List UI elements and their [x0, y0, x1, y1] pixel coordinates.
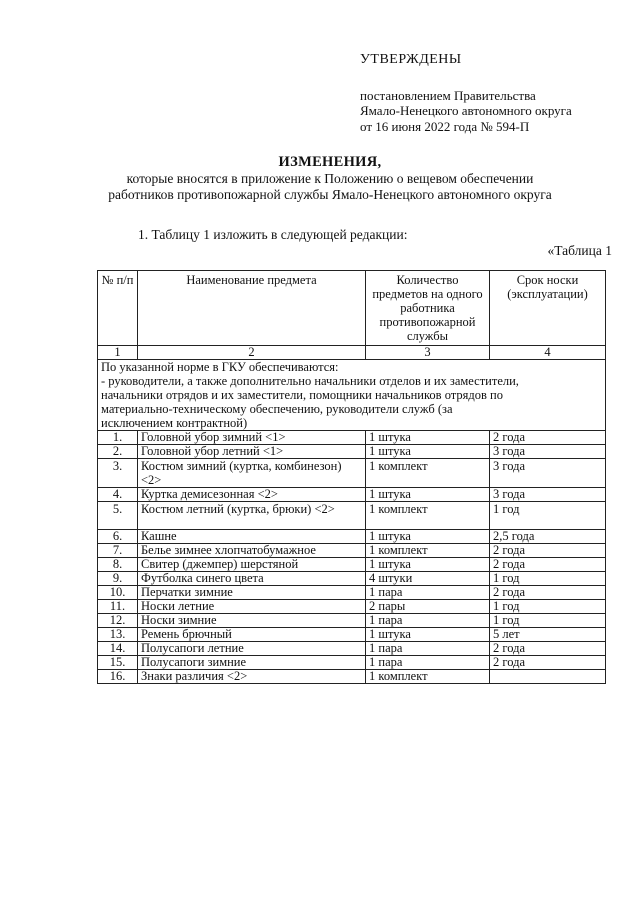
- table-row: [98, 600, 606, 614]
- row-quantity: 1 пара: [366, 586, 490, 600]
- row-name: Кашне: [138, 530, 366, 544]
- row-name: Костюм летний (куртка, брюки) <2>: [138, 502, 366, 530]
- table-row: [98, 572, 606, 586]
- row-term: 2 года: [490, 558, 606, 572]
- note-line: исключением контрактной): [101, 416, 248, 430]
- row-term: 1 год: [490, 502, 606, 530]
- header-quantity: Количество предметов на одного работника противопожарной службы: [366, 271, 490, 346]
- row-number: 9.: [98, 572, 138, 586]
- row-number: 11.: [98, 600, 138, 614]
- row-name: Белье зимнее хлопчатобумажное: [138, 544, 366, 558]
- document-title: [70, 154, 590, 203]
- row-number: 10.: [98, 586, 138, 600]
- note-row: [98, 360, 606, 431]
- row-number: 4.: [98, 488, 138, 502]
- row-quantity: 1 штука: [366, 558, 490, 572]
- table-row: [98, 614, 606, 628]
- row-term: 3 года: [490, 488, 606, 502]
- approval-heading: УТВЕРЖДЕНЫ: [360, 52, 462, 67]
- title-line: работников противопожарной службы Ямало-Ненецкого автономного округа: [108, 187, 552, 202]
- table-row: [98, 488, 606, 502]
- row-quantity: 1 комплект: [366, 544, 490, 558]
- table-row: [98, 459, 606, 488]
- table-row: [98, 642, 606, 656]
- row-term: 3 года: [490, 459, 606, 488]
- table-row: [98, 628, 606, 642]
- table-row: [98, 558, 606, 572]
- row-number: 5.: [98, 502, 138, 530]
- table-row: [98, 544, 606, 558]
- row-name: Костюм зимний (куртка, комбинезон) <2>: [138, 459, 366, 488]
- approval-block: [360, 52, 630, 134]
- row-number: 12.: [98, 614, 138, 628]
- row-term: 1 год: [490, 614, 606, 628]
- note-line: - руководители, а также дополнительно начальники отделов и их заместители,: [101, 374, 519, 388]
- column-number: 2: [138, 346, 366, 360]
- row-term: 2,5 года: [490, 530, 606, 544]
- header-name: Наименование предмета: [138, 271, 366, 346]
- row-name: Полусапоги летние: [138, 642, 366, 656]
- row-number: 8.: [98, 558, 138, 572]
- row-number: 7.: [98, 544, 138, 558]
- title-line: которые вносятся в приложение к Положению о вещевом обеспечении: [126, 171, 534, 186]
- row-term: 2 года: [490, 544, 606, 558]
- row-name: Головной убор зимний <1>: [138, 431, 366, 445]
- approval-line: Ямало-Ненецкого автономного округа: [360, 103, 572, 118]
- note-line: начальники отрядов и их заместители, помощники начальников отрядов по: [101, 388, 503, 402]
- row-number: 6.: [98, 530, 138, 544]
- row-name: Знаки различия <2>: [138, 670, 366, 684]
- row-quantity: 1 штука: [366, 628, 490, 642]
- header-number: № п/п: [98, 271, 138, 346]
- table-label: «Таблица 1: [547, 243, 612, 258]
- item-1-text: 1. Таблицу 1 изложить в следующей редакции:: [138, 227, 408, 242]
- column-number: 3: [366, 346, 490, 360]
- table-row: [98, 530, 606, 544]
- row-name: Свитер (джемпер) шерстяной: [138, 558, 366, 572]
- row-number: 13.: [98, 628, 138, 642]
- row-term: 3 года: [490, 445, 606, 459]
- row-term: 2 года: [490, 586, 606, 600]
- row-number: 2.: [98, 445, 138, 459]
- table-row: [98, 656, 606, 670]
- row-quantity: 1 пара: [366, 614, 490, 628]
- approval-line: от 16 июня 2022 года № 594-П: [360, 118, 530, 134]
- note-cell: [98, 360, 606, 431]
- row-term: 1 год: [490, 572, 606, 586]
- row-term: 2 года: [490, 656, 606, 670]
- row-number: 1.: [98, 431, 138, 445]
- row-name: Носки зимние: [138, 614, 366, 628]
- row-name: Куртка демисезонная <2>: [138, 488, 366, 502]
- row-name: Носки летние: [138, 600, 366, 614]
- row-quantity: 1 комплект: [366, 502, 490, 530]
- row-term: [490, 670, 606, 684]
- row-number: 3.: [98, 459, 138, 488]
- row-quantity: 1 комплект: [366, 670, 490, 684]
- title-main: ИЗМЕНЕНИЯ,: [278, 154, 382, 170]
- row-quantity: 2 пары: [366, 600, 490, 614]
- row-quantity: 1 пара: [366, 642, 490, 656]
- row-term: 2 года: [490, 642, 606, 656]
- row-quantity: 1 комплект: [366, 459, 490, 488]
- table-row: [98, 670, 606, 684]
- row-quantity: 1 штука: [366, 431, 490, 445]
- table-row: [98, 431, 606, 445]
- approval-line: постановлением Правительства: [360, 87, 536, 103]
- table-row: [98, 586, 606, 600]
- row-name: Полусапоги зимние: [138, 656, 366, 670]
- note-line: материально-техническому обеспечению, руководители служб (за: [101, 402, 453, 416]
- row-number: 16.: [98, 670, 138, 684]
- row-quantity: 1 штука: [366, 445, 490, 459]
- column-number: 1: [98, 346, 138, 360]
- row-name: Футболка синего цвета: [138, 572, 366, 586]
- row-quantity: 1 пара: [366, 656, 490, 670]
- note-line: По указанной норме в ГКУ обеспечиваются:: [101, 360, 339, 374]
- header-term: Срок носки (эксплуатации): [490, 271, 606, 346]
- table-row: [98, 502, 606, 530]
- row-quantity: 4 штуки: [366, 572, 490, 586]
- row-term: 2 года: [490, 431, 606, 445]
- row-number: 14.: [98, 642, 138, 656]
- norms-table: [97, 270, 606, 684]
- row-term: 5 лет: [490, 628, 606, 642]
- row-quantity: 1 штука: [366, 488, 490, 502]
- row-number: 15.: [98, 656, 138, 670]
- row-name: Ремень брючный: [138, 628, 366, 642]
- row-term: 1 год: [490, 600, 606, 614]
- row-quantity: 1 штука: [366, 530, 490, 544]
- column-number: 4: [490, 346, 606, 360]
- table-row: [98, 445, 606, 459]
- row-name: Перчатки зимние: [138, 586, 366, 600]
- column-number-row: [98, 346, 606, 360]
- table-header-row: [98, 271, 606, 346]
- row-name: Головной убор летний <1>: [138, 445, 366, 459]
